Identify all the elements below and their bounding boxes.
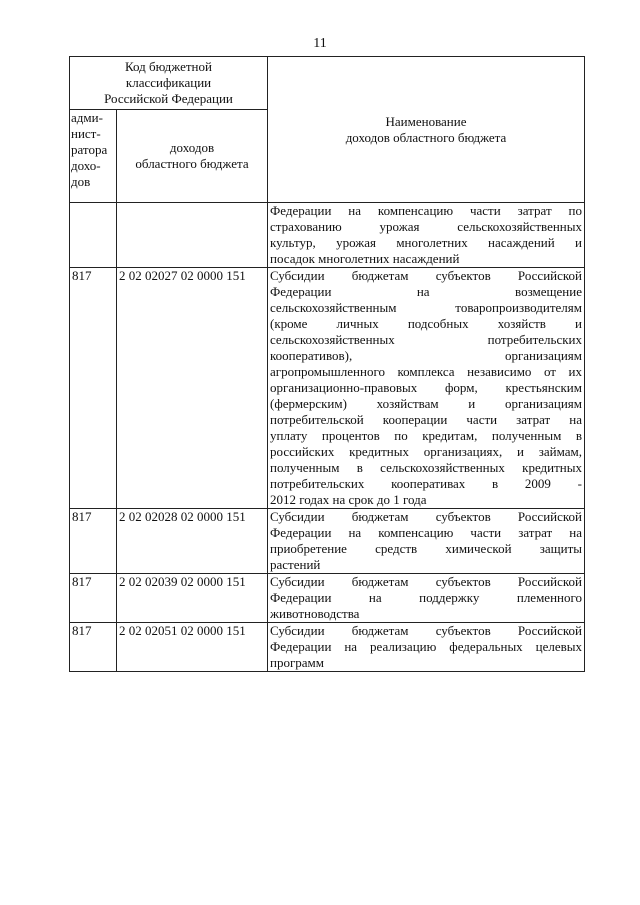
income-code-header — [117, 110, 268, 203]
income-name-header — [268, 57, 585, 203]
description-line: Субсидии бюджетам субъектов Российской — [270, 509, 582, 524]
description-line: Федерации на возмещение — [270, 284, 582, 299]
admin-code-cell — [70, 203, 117, 268]
description-line: культур, урожая многолетних насаждений и — [270, 235, 582, 250]
header-text: ратора — [71, 142, 108, 157]
header-text: дохо- — [71, 158, 101, 173]
header-text: Российской Федерации — [104, 91, 233, 106]
header-text: доходов областного бюджета — [345, 129, 507, 145]
description-line: приобретение средств химической защиты — [270, 541, 582, 556]
description-line: кооперативов), организациям — [270, 348, 582, 363]
page-number: 11 — [313, 36, 327, 51]
description-line: сельскохозяйственным товаропроизводителям — [270, 300, 582, 315]
description-line: посадок многолетних насаждений — [270, 251, 460, 266]
header-row-top — [70, 57, 585, 110]
description-line: организационно-правовых форм, крестьянским — [270, 380, 582, 395]
income-name-cell — [268, 574, 585, 623]
description-line: Субсидии бюджетам субъектов Российской — [270, 268, 582, 283]
description-line: сельскохозяйственных потребительских — [270, 332, 582, 347]
description-line: Субсидии бюджетам субъектов Российской — [270, 623, 582, 638]
header-text: областного бюджета — [135, 156, 249, 171]
description-line: уплату процентов по кредитам, полученным в — [270, 428, 582, 443]
income-code-cell: 2 02 02027 02 0000 151 — [117, 268, 268, 509]
header-text: доходов — [169, 140, 215, 155]
description-line: животноводства — [270, 606, 360, 621]
budget-classification-header — [70, 57, 268, 110]
admin-code-cell: 817 — [70, 509, 117, 574]
description-line: растений — [270, 557, 321, 572]
description-line: страхованию урожая сельскохозяйственных — [270, 219, 582, 234]
description-line: Федерации на компенсацию части затрат по — [270, 203, 582, 218]
description-line: Федерации на компенсацию части затрат на — [270, 525, 582, 540]
description-line: агропромышленного комплекса независимо от их — [270, 364, 582, 379]
income-code-cell: 2 02 02051 02 0000 151 — [117, 623, 268, 672]
income-code-cell: 2 02 02039 02 0000 151 — [117, 574, 268, 623]
table-row — [70, 574, 585, 623]
admin-code-cell: 817 — [70, 574, 117, 623]
table-row — [70, 509, 585, 574]
income-name-cell — [268, 268, 585, 509]
income-name-cell — [268, 203, 585, 268]
header-text: Код бюджетной — [125, 59, 212, 74]
description-line: Федерации на реализацию федеральных целевых — [270, 639, 582, 654]
description-line: программ — [270, 655, 325, 670]
table-row — [70, 623, 585, 672]
description-line: (фермерским) хозяйствам и организациям — [270, 396, 582, 411]
income-code-cell: 2 02 02028 02 0000 151 — [117, 509, 268, 574]
income-name-cell — [268, 623, 585, 672]
description-line: потребительской кооперации части затрат на — [270, 412, 582, 427]
description-line: Федерации на поддержку племенного — [270, 590, 582, 605]
header-text: дов — [71, 174, 91, 189]
description-line: потребительских кооперативах в 2009 - — [270, 476, 582, 491]
income-code-cell — [117, 203, 268, 268]
budget-income-table — [69, 56, 585, 672]
income-name-cell — [268, 509, 585, 574]
admin-code-cell: 817 — [70, 623, 117, 672]
administrator-header — [70, 110, 117, 203]
description-line: полученным в сельскохозяйственных кредитных — [270, 460, 582, 475]
header-text: нист- — [71, 126, 101, 141]
admin-code-cell: 817 — [70, 268, 117, 509]
header-text: адми- — [71, 110, 103, 125]
description-line: российских кредитных организациях, и займам, — [270, 444, 582, 459]
table-row — [70, 203, 585, 268]
description-line: Субсидии бюджетам субъектов Российской — [270, 574, 582, 589]
header-text: Наименование — [385, 113, 467, 129]
description-line: 2012 годах на срок до 1 года — [270, 492, 427, 507]
header-text: классификации — [125, 75, 212, 90]
table-row — [70, 268, 585, 509]
description-line: (кроме личных подсобных хозяйств и — [270, 316, 582, 331]
